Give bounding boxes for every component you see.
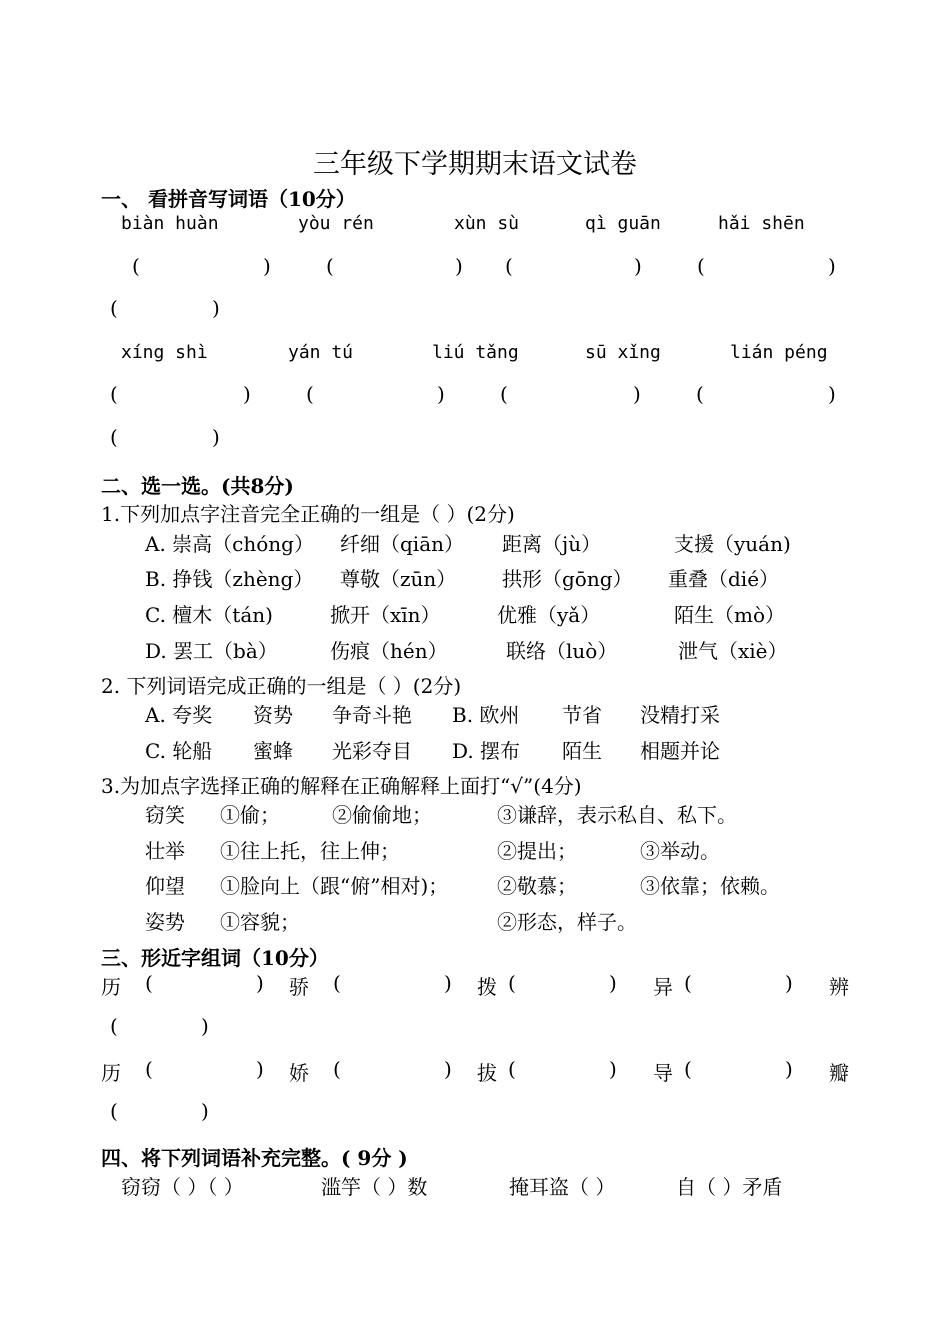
- character: 拨: [477, 975, 497, 999]
- answer-blank-open: (: [110, 296, 118, 320]
- option-cell: 争奇斗艳: [332, 703, 412, 727]
- option-cell: A. 夸奖: [145, 703, 213, 727]
- idiom-item: 自（ ）矛盾: [676, 1175, 783, 1199]
- definition-cell: ①脸向上（跟“俯”相对)；: [220, 874, 449, 898]
- definition-cell: ②敬慕；: [497, 874, 577, 898]
- answer-blank-open: (: [145, 1057, 153, 1081]
- option-cell: 重叠（dié）: [668, 567, 780, 591]
- option-cell: 节省: [562, 703, 602, 727]
- answer-blank-open: (: [508, 1057, 516, 1081]
- answer-blank-open: (: [306, 382, 314, 406]
- definition-cell: ③举动。: [640, 839, 720, 863]
- answer-blank-close: ): [455, 254, 463, 278]
- pinyin: liú tǎng: [432, 342, 519, 363]
- word-cell: 姿势: [145, 910, 185, 934]
- answer-blank-open: (: [697, 254, 705, 278]
- idiom-item: 滥竽（ ）数: [321, 1175, 428, 1199]
- option-cell: A. 崇高（chóng）: [145, 532, 314, 556]
- answer-blank-close: ): [609, 971, 617, 995]
- definition-cell: ①偷；: [220, 803, 280, 827]
- option-cell: 伤痕（hén）: [330, 639, 448, 663]
- definition-cell: ③依靠；依赖。: [640, 874, 780, 898]
- option-cell: D. 摆布: [452, 739, 521, 763]
- word-cell: 窃笑: [145, 803, 185, 827]
- answer-blank-close: ): [256, 1057, 264, 1081]
- answer-blank-close: ): [609, 1057, 617, 1081]
- option-cell: B. 欧州: [452, 703, 520, 727]
- answer-blank-close: ): [634, 254, 642, 278]
- character: 辨: [829, 975, 849, 999]
- answer-blank-open: (: [110, 425, 118, 449]
- character: 骄: [289, 975, 309, 999]
- section-3-heading: 三、形近字组词（10分）: [101, 946, 329, 970]
- pinyin: sū xǐng: [585, 342, 661, 363]
- answer-blank-open: (: [505, 254, 513, 278]
- answer-blank-close: ): [785, 971, 793, 995]
- answer-blank-open: (: [132, 254, 140, 278]
- character: 导: [653, 1061, 673, 1085]
- option-cell: 拱形（gōng）: [502, 567, 633, 591]
- answer-blank-close: ): [444, 1057, 452, 1081]
- character: 拔: [477, 1061, 497, 1085]
- pinyin: biàn huàn: [121, 213, 219, 234]
- answer-blank-close: ): [785, 1057, 793, 1081]
- question-2: 2. 下列词语完成正确的一组是（ ）(2分): [101, 674, 462, 698]
- pinyin: hǎi shēn: [718, 213, 805, 234]
- pinyin: xíng shì: [121, 342, 208, 363]
- answer-blank-close: ): [212, 296, 220, 320]
- option-cell: 联络（luò）: [506, 639, 618, 663]
- option-cell: 陌生: [562, 739, 602, 763]
- pinyin: lián péng: [730, 342, 828, 363]
- option-cell: C. 轮船: [145, 739, 213, 763]
- option-cell: 没精打采: [640, 703, 720, 727]
- option-cell: 纤细（qiān）: [340, 532, 465, 556]
- answer-blank-open: (: [696, 382, 704, 406]
- option-cell: 泄气（xiè）: [678, 639, 788, 663]
- answer-blank-close: ): [201, 1099, 209, 1123]
- option-cell: 陌生（mò）: [674, 603, 786, 627]
- pinyin: yán tú: [288, 342, 354, 363]
- pinyin: qì guān: [585, 213, 661, 234]
- pinyin: xùn sù: [454, 213, 520, 234]
- answer-blank-close: ): [201, 1014, 209, 1038]
- answer-blank-close: ): [828, 254, 836, 278]
- page-title: 三年级下学期期末语文试卷: [313, 149, 637, 180]
- idiom-item: 掩耳盗（ ）: [509, 1175, 616, 1199]
- definition-cell: ①容貌；: [220, 910, 300, 934]
- answer-blank-open: (: [110, 382, 118, 406]
- answer-blank-close: ): [437, 382, 445, 406]
- answer-blank-close: ): [256, 971, 264, 995]
- answer-blank-open: (: [684, 1057, 692, 1081]
- question-1: 1.下列加点字注音完全正确的一组是（ ）(2分): [101, 502, 515, 526]
- option-cell: 掀开（xīn）: [330, 603, 441, 627]
- definition-cell: ①往上托，往上伸；: [220, 839, 400, 863]
- section-2-heading: 二、选一选。(共8分): [101, 474, 294, 498]
- answer-blank-open: (: [110, 1099, 118, 1123]
- option-cell: 尊敬（zūn）: [340, 567, 457, 591]
- character: 娇: [289, 1061, 309, 1085]
- answer-blank-open: (: [508, 971, 516, 995]
- definition-cell: ③谦辞，表示私自、私下。: [497, 803, 737, 827]
- character: 历: [101, 1061, 121, 1085]
- option-cell: 光彩夺目: [332, 739, 412, 763]
- answer-blank-open: (: [684, 971, 692, 995]
- answer-blank-open: (: [333, 1057, 341, 1081]
- option-cell: 距离（jù）: [502, 532, 602, 556]
- section-1-heading: 一、 看拼音写词语（10分）: [101, 187, 356, 211]
- answer-blank-open: (: [326, 254, 334, 278]
- answer-blank-close: ): [444, 971, 452, 995]
- definition-cell: ②偷偷地；: [332, 803, 432, 827]
- pinyin: yòu rén: [298, 213, 374, 234]
- option-cell: 蜜蜂: [253, 739, 293, 763]
- character: 瓣: [829, 1061, 849, 1085]
- answer-blank-close: ): [243, 382, 251, 406]
- definition-cell: ②形态，样子。: [497, 910, 637, 934]
- answer-blank-open: (: [500, 382, 508, 406]
- answer-blank-close: ): [212, 425, 220, 449]
- option-cell: 支援（yuán): [674, 532, 791, 556]
- option-cell: 资势: [253, 703, 293, 727]
- answer-blank-close: ): [263, 254, 271, 278]
- definition-cell: ②提出；: [497, 839, 577, 863]
- answer-blank-close: ): [633, 382, 641, 406]
- option-cell: 优雅（yǎ）: [497, 603, 601, 627]
- question-3: 3.为加点字选择正确的解释在正确解释上面打“√”(4分): [101, 774, 582, 798]
- section-4-heading: 四、将下列词语补充完整。( 9分 ): [101, 1146, 408, 1170]
- option-cell: 相题并论: [640, 739, 720, 763]
- word-cell: 壮举: [145, 839, 185, 863]
- answer-blank-open: (: [145, 971, 153, 995]
- answer-blank-open: (: [110, 1014, 118, 1038]
- word-cell: 仰望: [145, 874, 185, 898]
- option-cell: D. 罢工（bà）: [145, 639, 278, 663]
- character: 历: [101, 975, 121, 999]
- answer-blank-close: ): [828, 382, 836, 406]
- option-cell: B. 挣钱（zhèng）: [145, 567, 314, 591]
- idiom-item: 窃窃（ ）（ ）: [121, 1175, 244, 1199]
- option-cell: C. 檀木（tán): [145, 603, 273, 627]
- character: 异: [653, 975, 673, 999]
- answer-blank-open: (: [333, 971, 341, 995]
